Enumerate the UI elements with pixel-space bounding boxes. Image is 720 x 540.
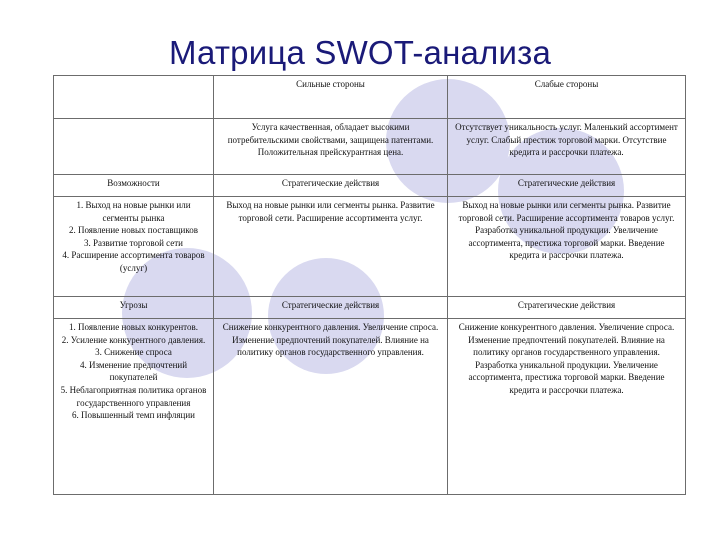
strategy-label: Стратегические действия (214, 297, 448, 319)
strengths-description: Услуга качественная, обладает высокими потребительскими свойствами, защищена патентами. Положительная прейскурантная цена. (214, 119, 448, 175)
description-row (54, 119, 686, 175)
wo-strategy: Выход на новые рынки или сегменты рынка. Развитие торговой сети. Расширение ассортимента товаров услуг. Разработка уникальной продукции. Увеличение ассортимента, престижа торговой марки. Введение кредита и рассрочки платежа. (448, 197, 686, 297)
opportunities-label-row (54, 175, 686, 197)
so-strategy: Выход на новые рынки или сегменты рынка. Развитие торговой сети. Расширение ассортимента услуг. (214, 197, 448, 297)
threats-label-row (54, 297, 686, 319)
list-item: 1. Выход на новые рынки или сегменты рынка (76, 200, 191, 223)
wt-strategy: Снижение конкурентного давления. Увеличение спроса. Изменение предпочтений покупателей. Влияние на политику органов государственного управления. Разработка уникальной продукции. Увеличение ассортимента, престижа торговой марки. Введение кредита и рассрочки платежа. (448, 319, 686, 495)
corner-cell (54, 119, 214, 175)
header-row (54, 76, 686, 119)
list-item: 5. Неблагоприятная политика органов государственного управления (60, 384, 207, 408)
opportunities-label: Возможности (54, 175, 214, 197)
strategy-label: Стратегические действия (448, 297, 686, 319)
strengths-header: Сильные стороны (214, 76, 448, 119)
weaknesses-header: Слабые стороны (448, 76, 686, 119)
opportunities-list (54, 197, 214, 297)
list-item: 6. Повышенный темп инфляции (72, 410, 195, 421)
list-item: 3. Снижение спроса (95, 347, 172, 358)
list-item: 4. Расширение ассортимента товаров (услуг) (62, 250, 205, 273)
threats-label: Угрозы (54, 297, 214, 319)
strategy-label: Стратегические действия (448, 175, 686, 197)
opportunities-row (54, 197, 686, 297)
list-item: 4. Изменение предпочтений покупателей (79, 359, 188, 383)
swot-matrix (53, 75, 686, 495)
threats-row (54, 319, 686, 495)
strategy-label: Стратегические действия (214, 175, 448, 197)
list-item: 2. Появление новых поставщиков (68, 225, 199, 236)
list-item: 1. Появление новых конкурентов. (69, 322, 198, 332)
corner-cell (54, 76, 214, 119)
st-strategy: Снижение конкурентного давления. Увеличение спроса. Изменение предпочтений покупателей. Влияние на политику органов государственного управления. (214, 319, 448, 495)
threats-list (54, 319, 214, 495)
slide-title: Матрица SWOT-анализа (168, 34, 552, 71)
list-item: 3. Развитие торговой сети (84, 237, 183, 248)
weaknesses-description: Отсутствует уникальность услуг. Маленький ассортимент услуг. Слабый престиж торговой марки. Отсутствие кредита и рассрочки платежа. (448, 119, 686, 175)
list-item: 2. Усиление конкурентного давления. (61, 334, 206, 345)
